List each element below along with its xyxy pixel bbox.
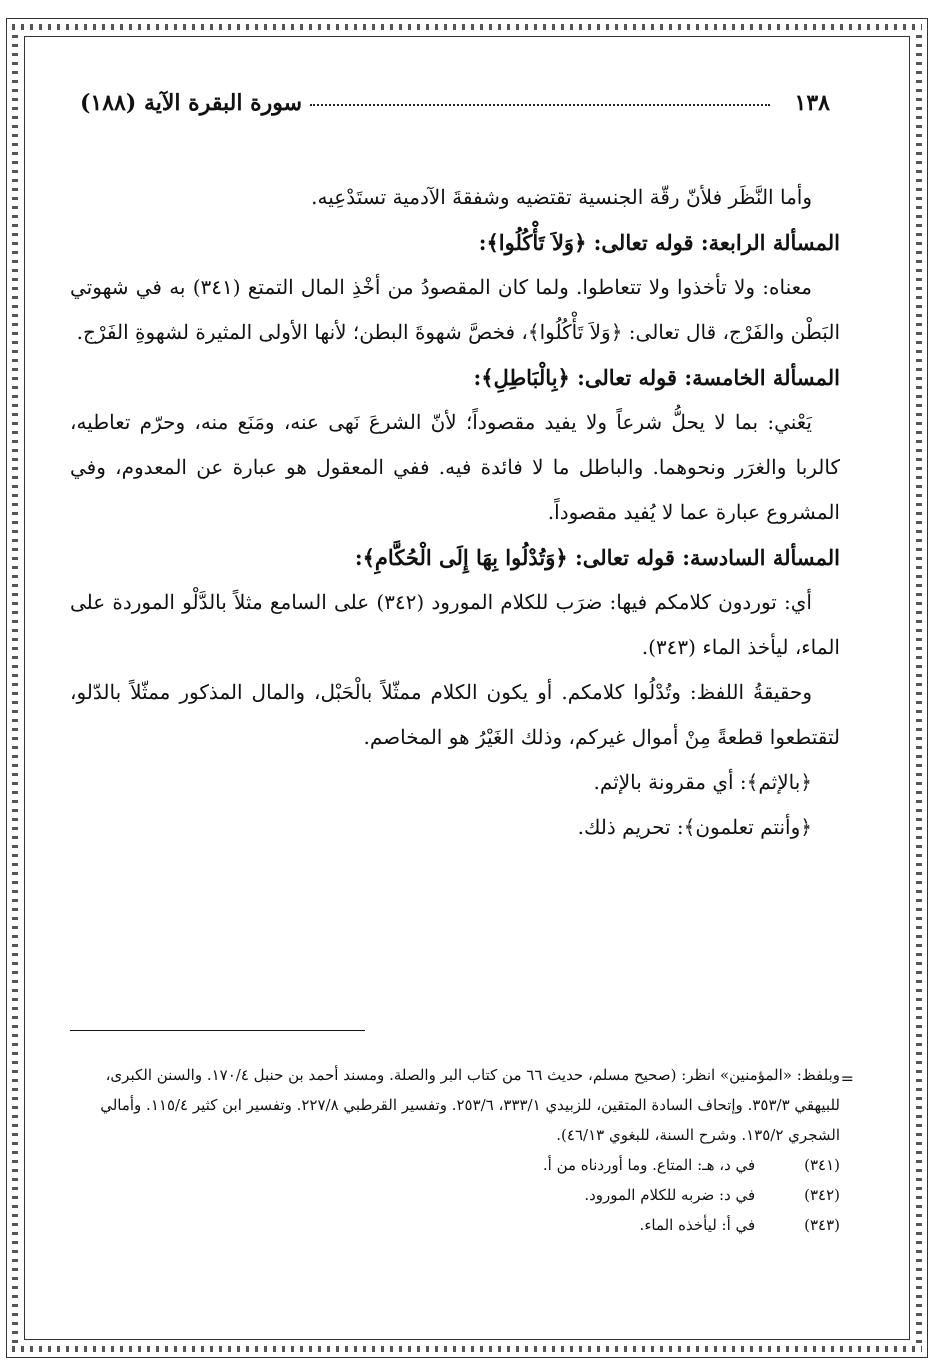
main-text [70,175,840,850]
footnotes [70,1060,854,1240]
paragraph-6: ﴿بالإثم﴾: أي مقرونة بالإثم. [593,770,812,794]
footnote-text: في أ: ليأخذه الماء. [639,1216,756,1234]
footnote-separator [70,1030,365,1031]
footnote-continued-text: وبلفظ: «المؤمنين» انظر: (صحيح مسلم، حديث ٦٦ من كتاب البر والصلة. ومسند أحمد بن حنبل ١٧٠/٤. والسنن الكبرى، للبيهقي ٣٥٣/٣. وإتحاف السادة المتقين، للزبيدي ٣٣٣/١، ٢٥٣/٦. وتفسير القرطبي ٢٢٧/٨. وتفسير ابن كثير ١١٥/٤. وأمالي الشجري ١٣٥/٢. وشرح السنة، للبغوي ٤٦/١٣). [100,1066,840,1144]
footnote-342 [70,1180,840,1210]
footnote-text: في د: ضربه للكلام المورود. [584,1186,756,1204]
footnote-343 [70,1210,840,1240]
running-header [70,90,840,124]
heading-issue-6: المسألة السادسة: قوله تعالى: ﴿وَتُدْلُوا بِهَا إِلَى الْحُكَّامِ﴾: [354,545,840,570]
continuation-mark: = [840,1069,854,1088]
heading-issue-5: المسألة الخامسة: قوله تعالى: ﴿بِالْبَاطِلِ﴾: [473,365,840,390]
surah-title: سورة البقرة الآية (١٨٨) [80,90,303,116]
footnote-number: (٣٤٢) [804,1186,840,1204]
footnote-number: (٣٤٣) [804,1216,840,1234]
heading-issue-4: المسألة الرابعة: قوله تعالى: ﴿وَلاَ تَأْكُلُوا﴾: [478,230,840,255]
book-page [70,80,854,1320]
footnote-text: في د، هـ: المتاع. وما أوردناه من أ. [542,1156,756,1174]
paragraph-1: وأما النَّظَر فلأنّ رقّة الجنسية تقتضيه وشفقةَ الآدمية تستَدْعِيه. [311,185,812,209]
footnote-number: (٣٤١) [804,1156,840,1174]
footnote-341 [70,1150,840,1180]
page-number: ١٣٨ [794,90,830,116]
paragraph-5: وحقيقةُ اللفظ: وتُدْلُوا كلامكم. أو يكون الكلام ممثّلاً بالْحَبْل، والمال المذكور ممثّلاً بالدّلو، لتقتطعوا قطعةً مِنْ أموال غيركم، وذلك الغَيْرُ هو المخاصم. [70,680,840,749]
paragraph-3: يَعْني: بما لا يحلُّ شرعاً ولا يفيد مقصوداً؛ لأنّ الشرعَ نَهى عنه، ومَنَع منه، وحرّم تعاطيه، كالربا والغرَر ونحوهما. والباطل ما لا فائدة فيه. ففي المعقول هو عبارة عن المعدوم، وفي المشروع عبارة عما لا يُفيد مقصوداً. [70,410,840,524]
footnote-continued [70,1060,854,1150]
paragraph-7: ﴿وأنتم تعلمون﴾: تحريم ذلك. [577,815,812,839]
paragraph-4: أي: توردون كلامكم فيها: ضرَب للكلام المورود (٣٤٢) على السامع مثلاً بالدَّلْو الموردة على الماء، ليأخذ الماء (٣٤٣). [70,590,840,659]
paragraph-2: معناه: ولا تأخذوا ولا تتعاطوا. ولما كان المقصودُ من أخْذِ المال التمتع (٣٤١) به في شهوتي البَطْن والفَرْج، قال تعالى: ﴿وَلاَ تَأْكُلُوا﴾، فخصَّ شهوةَ البطن؛ لأنها الأولى المثيرة لشهوةِ الفَرْج. [70,275,840,344]
header-leader-dots [310,104,770,106]
